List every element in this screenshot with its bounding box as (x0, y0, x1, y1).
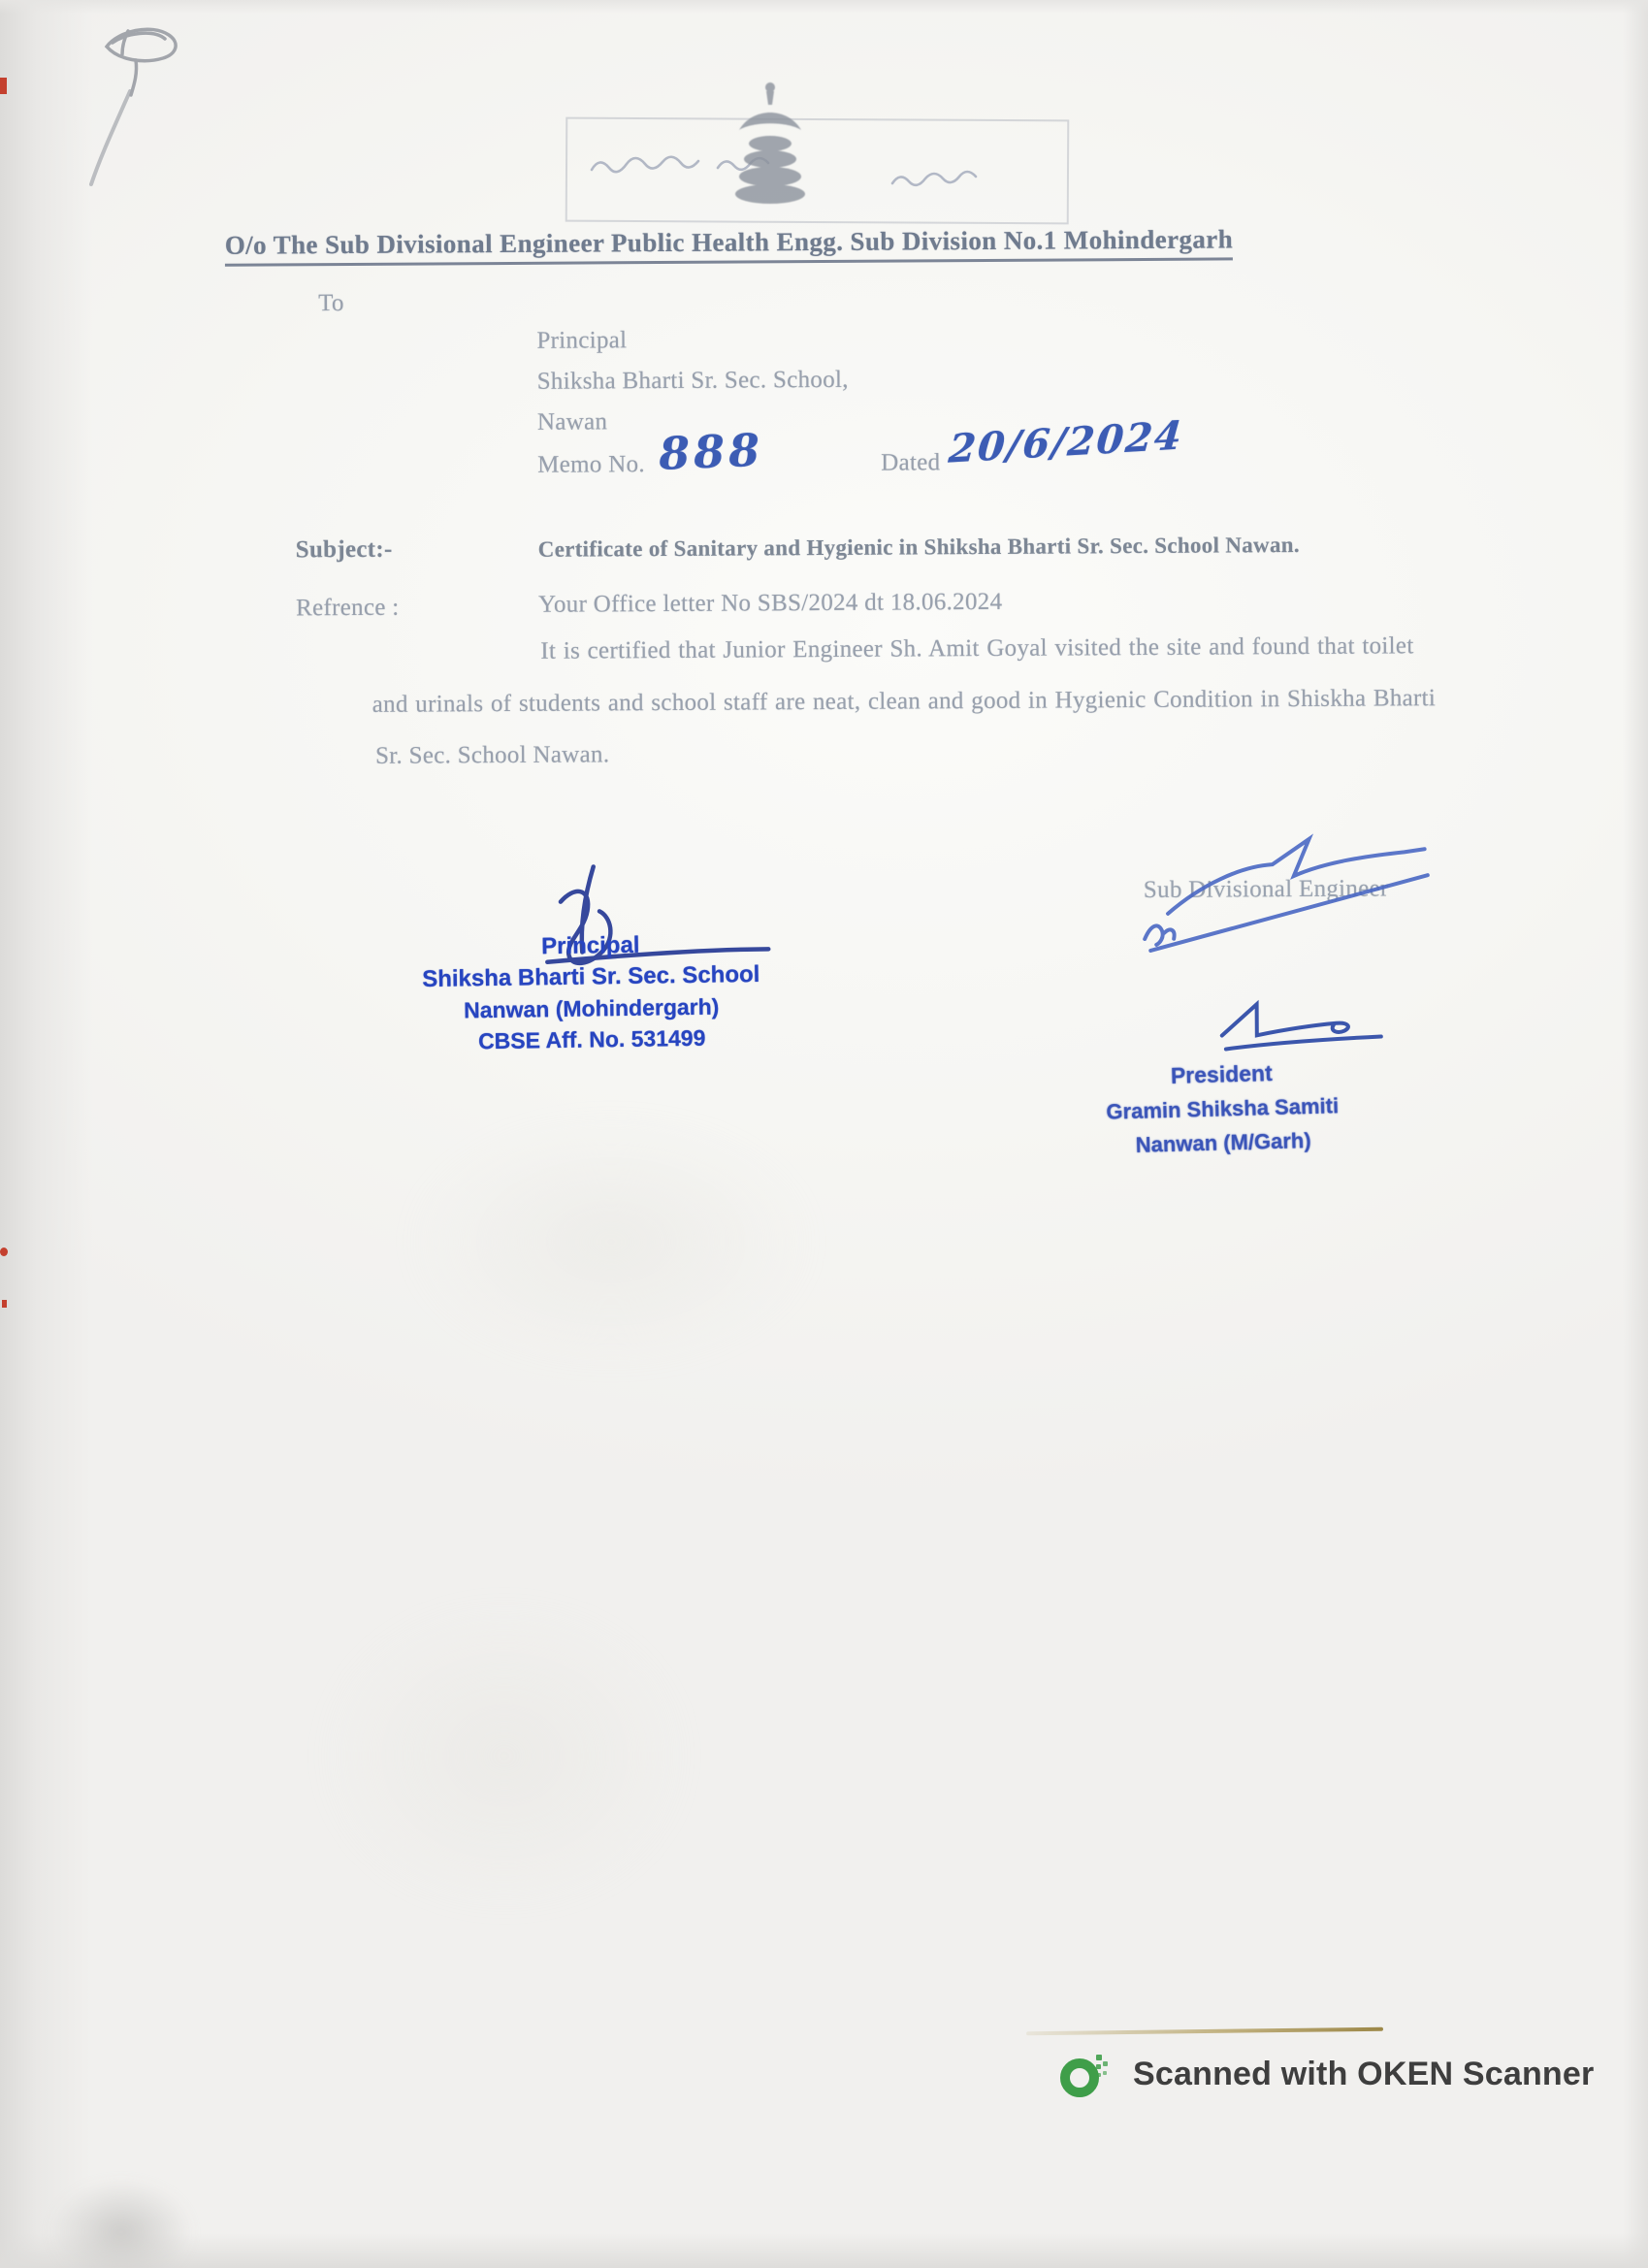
principal-stamp-line: Shiksha Bharti Sr. Sec. School (422, 960, 760, 993)
recipient-line: Principal (536, 327, 628, 354)
recipient-line: Shiksha Bharti Sr. Sec. School, (536, 366, 849, 395)
principal-stamp-line: CBSE Aff. No. 531499 (477, 1024, 706, 1054)
sde-signature-icon (1128, 823, 1449, 960)
sde-designation: Sub Divisional Engineer (1143, 875, 1389, 903)
president-signature-icon (1201, 989, 1405, 1058)
president-stamp-line: President (1170, 1060, 1274, 1088)
scanner-credit: Scanned with OKEN Scanner (1133, 2056, 1595, 2092)
recipient-line: Nawan (536, 408, 608, 436)
dated-label: Dated (881, 449, 941, 476)
principal-stamp-line: Nanwan (Mohindergarh) (463, 993, 720, 1023)
office-title: O/o The Sub Divisional Engineer Public Health Engg. Sub Division No.1 Mohindergarh (225, 224, 1233, 266)
body-line: It is certified that Junior Engineer Sh. Amit Goyal visited the site and found that toilet (540, 632, 1414, 664)
president-stamp-line: Gramin Shiksha Samiti (1106, 1093, 1340, 1124)
subject-text: Certificate of Sanitary and Hygienic in Shiksha Bharti Sr. Sec. School Nawan. (537, 532, 1300, 562)
subject-label: Subject:- (295, 535, 393, 564)
oken-scanner-logo-icon (1059, 2051, 1110, 2101)
memo-number-handwritten: 888 (658, 423, 765, 480)
body-line: and urinals of students and school staff are neat, clean and good in Hygienic Condition in Shiskha Bharti (372, 685, 1437, 718)
memo-label: Memo No. (537, 451, 646, 478)
principal-stamp-line: Principal (540, 931, 640, 960)
principal-stamp (411, 928, 772, 1057)
reference-text: Your Office letter No SBS/2024 dt 18.06.2024 (538, 588, 1003, 618)
body-line: Sr. Sec. School Nawan. (374, 741, 610, 769)
salutation: To (318, 290, 344, 317)
date-handwritten: 20/6/2024 (947, 412, 1185, 472)
president-stamp-line: Nanwan (M/Garh) (1135, 1128, 1311, 1157)
president-stamp (1100, 1054, 1345, 1163)
reference-label: Refrence : (296, 594, 400, 622)
